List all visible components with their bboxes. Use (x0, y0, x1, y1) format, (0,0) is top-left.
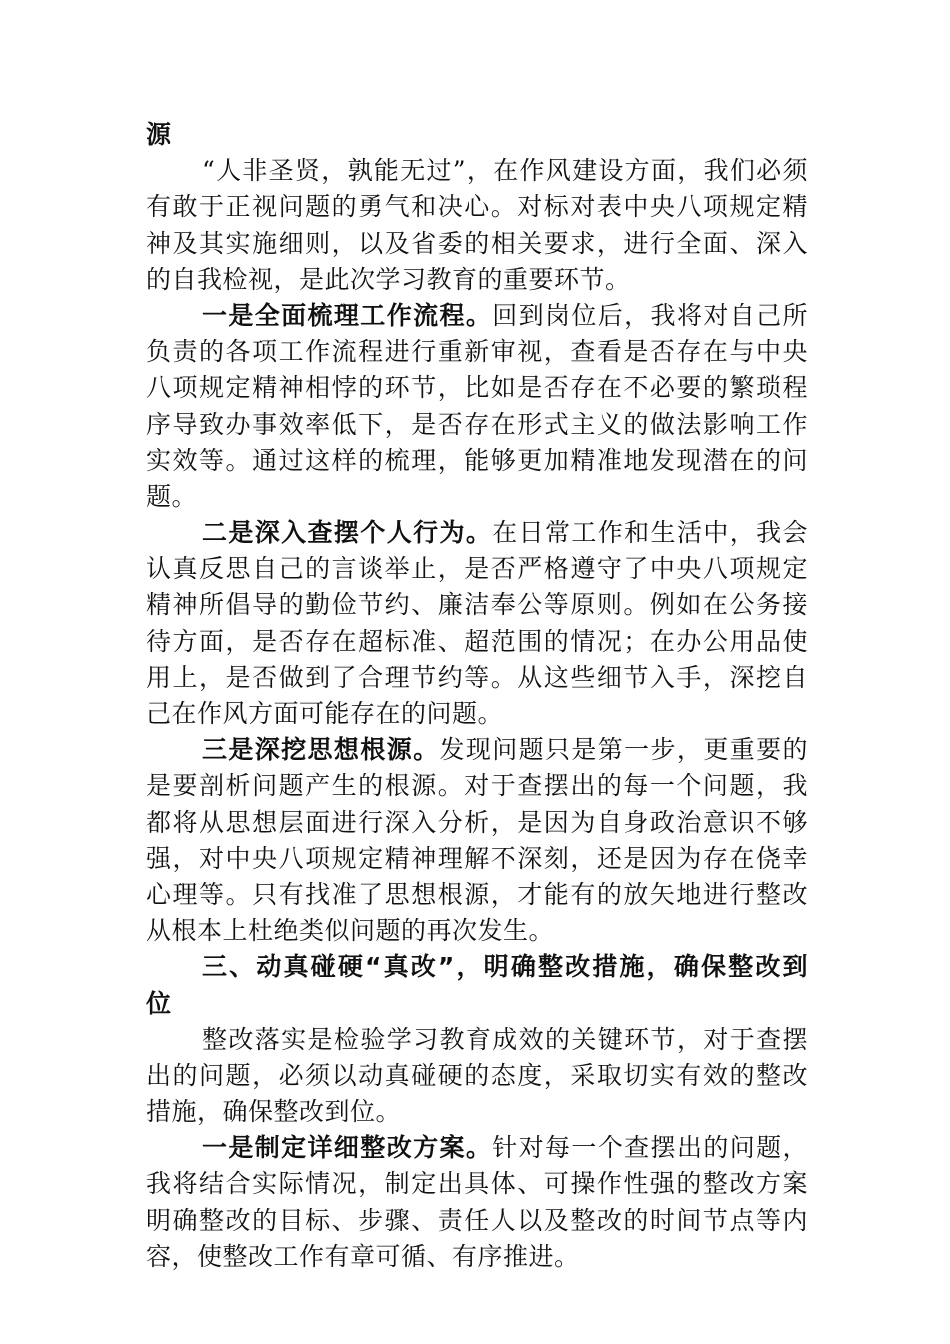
paragraph-line: 从根本上杜绝类似问题的再次发生。 (146, 916, 555, 946)
paragraph-line: 认真反思自己的言谈举止，是否严格遵守了中央八项规定 (146, 554, 808, 584)
paragraph-text: 针对每一个查摆出的问题， (492, 1133, 808, 1163)
paragraph-line: 八项规定精神相悖的环节，比如是否存在不必要的繁琐程 (146, 373, 808, 403)
paragraph-line: 题。 (146, 481, 198, 511)
paragraph-line: 待方面，是否存在超标准、超范围的情况；在办公用品使 (146, 626, 808, 656)
point-title: 一是制定详细整改方案。 (202, 1133, 493, 1163)
paragraph-line: 心理等。只有找准了思想根源，才能有的放矢地进行整改 (146, 879, 808, 909)
point-title: 二是深入查摆个人行为。 (202, 518, 493, 548)
document-page (146, 117, 808, 1275)
paragraph-text: 在日常工作和生活中，我会 (492, 518, 808, 548)
paragraph-first-line (146, 732, 808, 768)
point-title: 一是全面梳理工作流程。 (202, 300, 493, 330)
paragraph-line: 己在作风方面可能存在的问题。 (146, 699, 504, 728)
paragraph-line: 出的问题，必须以动真碰硬的态度，采取切实有效的整改 (146, 1060, 808, 1090)
paragraph-line: 是要剖析问题产生的根源。对于查摆出的每一个问题，我 (146, 771, 808, 801)
paragraph-first-line (146, 1130, 808, 1166)
paragraph-first-line (146, 298, 808, 334)
paragraph-line: 强，对中央八项规定精神理解不深刻，还是因为存在侥幸 (146, 843, 808, 873)
paragraph-line: 实效等。通过这样的梳理，能够更加精准地发现潜在的问 (146, 445, 808, 475)
paragraph-line: 序导致办事效率低下，是否存在形式主义的做法影响工作 (146, 409, 808, 439)
paragraph-line: 神及其实施细则，以及省委的相关要求，进行全面、深入 (146, 228, 808, 258)
section-heading: 三、动真碰硬“真改”，明确整改措施，确保整改到 (202, 952, 808, 982)
point-title: 三是深挖思想根源。 (202, 735, 440, 765)
section-heading-tail: 源 (146, 120, 172, 149)
paragraph-line: 都将从思想层面进行深入分析，是因为自身政治意识不够 (146, 807, 808, 837)
paragraph-line: 有敢于正视问题的勇气和决心。对标对表中央八项规定精 (146, 192, 808, 222)
paragraph-line: 的自我检视，是此次学习教育的重要环节。 (146, 264, 631, 294)
paragraph-line: 用上，是否做到了合理节约等。从这些细节入手，深挖自 (146, 662, 808, 692)
paragraph-text: 回到岗位后，我将对自己所 (492, 300, 808, 330)
paragraph-line: “人非圣贤，孰能无过”，在作风建设方面，我们必须 (202, 156, 808, 186)
paragraph-line: 容，使整改工作有章可循、有序推进。 (146, 1241, 580, 1271)
paragraph-line: 明确整改的目标、步骤、责任人以及整改的时间节点等内 (146, 1205, 808, 1235)
paragraph-line: 我将结合实际情况，制定出具体、可操作性强的整改方案 (146, 1169, 808, 1199)
section-heading: 位 (146, 988, 172, 1018)
paragraph-line: 措施，确保整改到位。 (146, 1097, 402, 1127)
paragraph-line: 整改落实是检验学习教育成效的关键环节，对于查摆 (202, 1024, 808, 1054)
paragraph-first-line (146, 515, 808, 551)
paragraph-line: 负责的各项工作流程进行重新审视，查看是否存在与中央 (146, 337, 808, 367)
paragraph-text: 发现问题只是第一步，更重要的 (439, 735, 808, 765)
paragraph-line: 精神所倡导的勤俭节约、廉洁奉公等原则。例如在公务接 (146, 590, 808, 620)
